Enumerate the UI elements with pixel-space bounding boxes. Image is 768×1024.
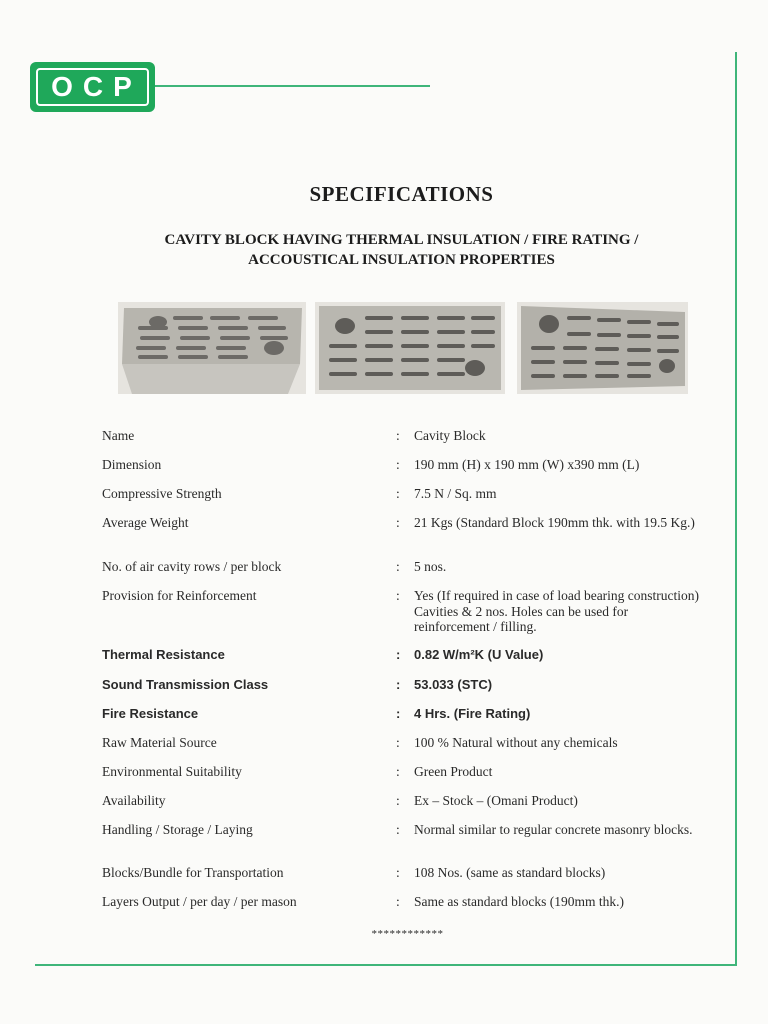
- spec-colon: :: [396, 559, 400, 574]
- spec-colon: :: [396, 764, 400, 779]
- spec-value: 21 Kgs (Standard Block 190mm thk. with 19.5 Kg.): [414, 515, 695, 530]
- spec-value: 53.033 (STC): [414, 677, 493, 692]
- spec-value: 5 nos.: [414, 559, 447, 574]
- spec-value: Normal similar to regular concrete masonry blocks.: [414, 822, 693, 837]
- spec-value: 100 % Natural without any chemicals: [414, 735, 618, 750]
- logo-text: OCP: [36, 68, 149, 106]
- spec-label: Blocks/Bundle for Transportation: [102, 865, 284, 880]
- spec-colon: :: [396, 677, 401, 692]
- spec-value: Green Product: [414, 764, 493, 779]
- spec-label: Provision for Reinforcement: [102, 588, 257, 603]
- spec-colon: :: [396, 865, 400, 880]
- spec-value: 4 Hrs. (Fire Rating): [414, 706, 531, 721]
- spec-value: Ex – Stock – (Omani Product): [414, 793, 578, 808]
- spec-value: Cavity Block: [414, 428, 486, 443]
- spec-colon: :: [396, 588, 400, 603]
- spec-label: Layers Output / per day / per mason: [102, 894, 297, 909]
- cavity-block-photo-angled: [118, 302, 306, 394]
- page-subtitle: [0, 230, 768, 270]
- spec-label: Dimension: [102, 457, 162, 472]
- spec-colon: :: [396, 486, 400, 501]
- spec-value: 190 mm (H) x 190 mm (W) x390 mm (L): [414, 457, 640, 472]
- spec-label: Sound Transmission Class: [102, 677, 269, 692]
- ocp-logo: [30, 62, 155, 112]
- spec-value: 108 Nos. (same as standard blocks): [414, 865, 606, 880]
- spec-label: Availability: [102, 793, 166, 808]
- spec-label: Thermal Resistance: [102, 647, 225, 662]
- spec-colon: :: [396, 822, 400, 837]
- spec-value: Same as standard blocks (190mm thk.): [414, 894, 624, 909]
- spec-value: 7.5 N / Sq. mm: [414, 486, 497, 501]
- footer-rule: [35, 964, 737, 966]
- spec-colon: :: [396, 735, 400, 750]
- spec-colon: :: [396, 647, 401, 662]
- spec-colon: :: [396, 793, 400, 808]
- spec-label: Handling / Storage / Laying: [102, 822, 253, 837]
- spec-label: Compressive Strength: [102, 486, 222, 501]
- spec-label: Fire Resistance: [102, 706, 199, 721]
- page-title: SPECIFICATIONS: [309, 182, 494, 206]
- spec-colon: :: [396, 894, 400, 909]
- spec-value: 0.82 W/m²K (U Value): [414, 647, 544, 662]
- spec-label: Environmental Suitability: [102, 764, 242, 779]
- cavity-block-photo-side: [517, 302, 688, 394]
- spec-value: Yes (If required in case of load bearing construction) Cavities & 2 nos. Holes can be used for reinforcement / filling.: [414, 588, 700, 634]
- spec-colon: :: [396, 428, 400, 443]
- end-of-document-marker: ************: [371, 928, 444, 940]
- spec-label: No. of air cavity rows / per block: [102, 559, 282, 574]
- spec-colon: :: [396, 457, 400, 472]
- spec-colon: :: [396, 706, 401, 721]
- cavity-block-photo-front: [315, 302, 505, 394]
- spec-label: Raw Material Source: [102, 735, 217, 750]
- spec-colon: :: [396, 515, 400, 530]
- spec-label: Average Weight: [102, 515, 189, 530]
- subtitle-line-2: ACCOUSTICAL INSULATION PROPERTIES: [248, 252, 555, 268]
- spec-label: Name: [102, 428, 135, 443]
- subtitle-line-1: CAVITY BLOCK HAVING THERMAL INSULATION / FIRE RATING /: [164, 232, 639, 248]
- header-rule: [155, 85, 430, 87]
